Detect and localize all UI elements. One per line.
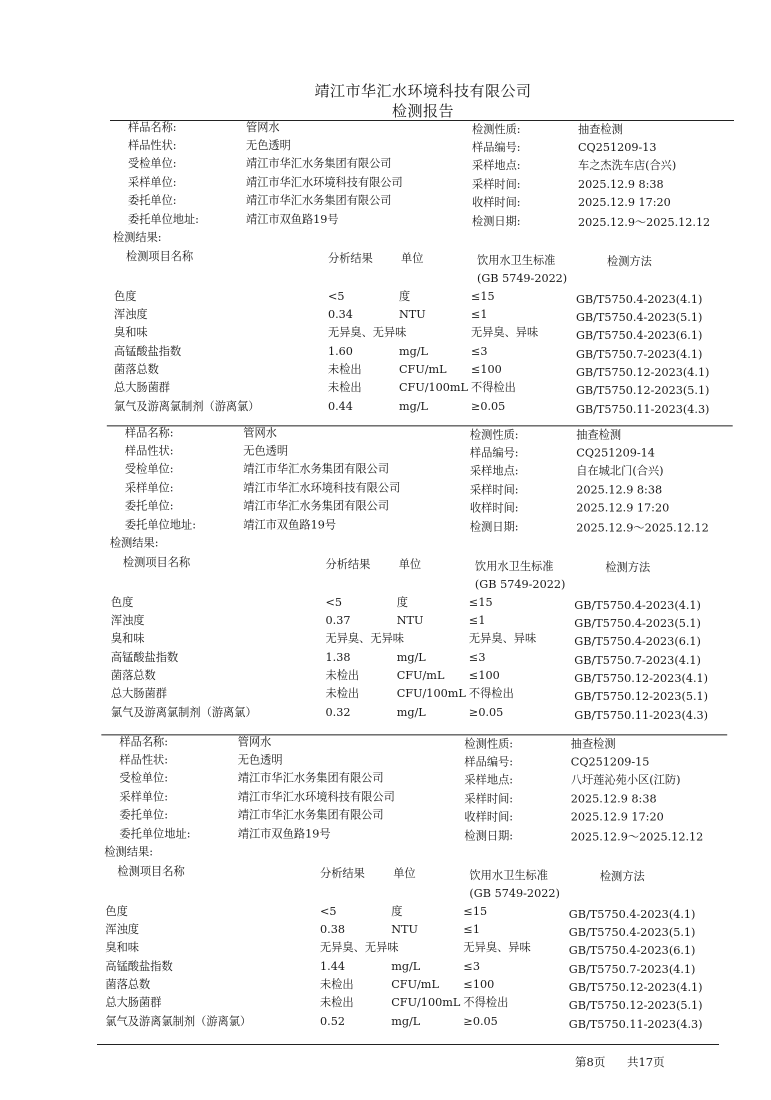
sample-section (0, 305, 770, 723)
sample-property-label: 样品性状: (124, 444, 174, 458)
item-name: 总大肠菌群 (110, 687, 167, 701)
item-name: 高锰酸盐指数 (105, 960, 173, 974)
col-standard-code: (GB 5749-2022) (477, 272, 568, 285)
standard-limit: ≤15 (471, 290, 495, 303)
item-name: 高锰酸盐指数 (110, 651, 179, 665)
sampling-unit-label: 采样单位: (119, 790, 169, 804)
test-method: GB/T5750.12-2023(4.1) (574, 672, 709, 686)
sampling-site-label: 采样地点: (472, 159, 521, 172)
standard-limit: ≥0.05 (471, 400, 506, 413)
unit: mg/L (391, 960, 421, 974)
sampling-time-label: 采样时间: (472, 178, 521, 191)
sampling-site-label: 采样地点: (469, 464, 519, 478)
analysis-result: 0.34 (328, 308, 353, 321)
results-heading: 检测结果: (113, 231, 162, 244)
standard-limit: ≤1 (463, 922, 480, 936)
section-top-rule (101, 734, 727, 735)
standard-limit: 不得检出 (463, 996, 509, 1010)
standard-limit: ≤3 (471, 345, 488, 358)
sampling-site-label: 采样地点: (464, 773, 514, 787)
sample-property-value: 无色透明 (243, 444, 289, 458)
unit: CFU/100mL (399, 381, 468, 394)
col-standard-code: (GB 5749-2022) (469, 886, 560, 900)
test-method: GB/T5750.4-2023(5.1) (574, 616, 701, 630)
standard-limit: ≤100 (471, 363, 502, 376)
analysis-result: 未检出 (325, 669, 360, 683)
client-unit-value: 靖江市华汇水务集团有限公司 (246, 194, 392, 207)
test-method: GB/T5750.4-2023(6.1) (568, 943, 696, 958)
col-standard-header: 饮用水卫生标准 (477, 254, 556, 267)
item-name: 臭和味 (110, 631, 145, 646)
analysis-result: 未检出 (328, 363, 362, 376)
test-date-label: 检测日期: (472, 215, 521, 228)
unit: mg/L (396, 706, 426, 720)
col-item-header: 检测项目名称 (126, 250, 194, 263)
analysis-result: 1.44 (319, 960, 345, 974)
sample-section (0, 0, 771, 416)
test-method: GB/T5750.4-2023(6.1) (576, 329, 703, 342)
col-method-header: 检测方法 (607, 255, 652, 268)
analysis-result: 1.60 (328, 345, 353, 358)
unit: CFU/mL (391, 978, 439, 992)
sample-no-label: 样品编号: (472, 141, 521, 154)
item-name: 氯气及游离氯制剂（游离氯） (110, 706, 257, 720)
analysis-result: 无异臭、无异味 (319, 940, 399, 955)
sampling-time-label: 采样时间: (469, 483, 519, 497)
standard-limit: 不得检出 (468, 687, 514, 701)
client-unit-label: 委托单位: (119, 808, 169, 822)
col-unit-header: 单位 (393, 866, 416, 880)
client-address-label: 委托单位地址: (124, 518, 197, 532)
col-item-header: 检测项目名称 (117, 864, 185, 878)
col-result-header: 分析结果 (328, 252, 373, 265)
analysis-result: 1.38 (325, 651, 351, 665)
analysis-result: 0.38 (319, 922, 345, 936)
item-name: 总大肠菌群 (105, 996, 162, 1010)
item-name: 色度 (114, 290, 137, 303)
test-method: GB/T5750.11-2023(4.3) (568, 1018, 703, 1032)
unit: CFU/100mL (391, 996, 461, 1010)
sampling-time-label: 采样时间: (464, 792, 514, 806)
client-unit-label: 委托单位: (124, 499, 174, 513)
test-method: GB/T5750.4-2023(5.1) (576, 311, 703, 324)
standard-limit: 不得检出 (471, 381, 516, 394)
col-method-header: 检测方法 (599, 869, 645, 883)
sample-section (0, 614, 764, 1032)
standard-limit: ≤15 (468, 595, 493, 609)
sample-property-value: 无色透明 (246, 139, 291, 152)
sampling-time-value: 2025.12.9 8:38 (578, 178, 664, 191)
sample-property-label: 样品性状: (119, 753, 169, 767)
col-standard-header: 饮用水卫生标准 (469, 868, 548, 882)
results-heading: 检测结果: (109, 536, 159, 550)
unit: 度 (399, 290, 411, 303)
sample-property-label: 样品性状: (128, 139, 177, 152)
standard-limit: ≥0.05 (463, 1015, 498, 1029)
item-name: 菌落总数 (114, 363, 159, 376)
standard-limit: ≤1 (468, 613, 486, 627)
analysis-result: <5 (325, 595, 343, 609)
test-method: GB/T5750.7-2023(4.1) (568, 963, 696, 977)
col-method-header: 检测方法 (605, 560, 651, 574)
client-unit-value: 靖江市华汇水务集团有限公司 (243, 499, 390, 513)
standard-limit: ≥0.05 (468, 706, 504, 720)
analysis-result: 未检出 (319, 978, 354, 992)
item-name: 浑浊度 (114, 308, 148, 321)
test-method: GB/T5750.11-2023(4.3) (576, 403, 710, 416)
client-unit-label: 委托单位: (128, 194, 177, 207)
inspected-unit-value: 靖江市华汇水务集团有限公司 (246, 157, 392, 170)
result-row (0, 978, 764, 996)
result-row (0, 596, 770, 614)
receive-time-value: 2025.12.9 17:20 (578, 196, 671, 209)
analysis-result: 无异臭、无异味 (325, 631, 405, 646)
sample-no-value: CQ251209-15 (570, 755, 650, 769)
item-name: 总大肠菌群 (114, 381, 170, 394)
client-address-value: 靖江市双鱼路19号 (246, 213, 339, 226)
test-nature-value: 抽查检测 (576, 428, 622, 442)
report-title: 检测报告 (391, 102, 454, 120)
sample-name-label: 样品名称: (124, 426, 174, 440)
item-name: 色度 (105, 904, 128, 918)
client-address-value: 靖江市双鱼路19号 (237, 827, 331, 841)
test-method: GB/T5750.7-2023(4.1) (574, 654, 701, 668)
result-row (0, 941, 764, 959)
test-method: GB/T5750.12-2023(5.1) (576, 384, 710, 397)
sampling-site-value: 自在城北门(合兴) (576, 464, 664, 478)
sample-name-value: 管网水 (246, 121, 280, 134)
sampling-site-value: 车之杰洗车店(合兴) (578, 159, 677, 172)
test-method: GB/T5750.7-2023(4.1) (576, 348, 703, 361)
unit: mg/L (399, 400, 428, 413)
standard-limit: ≤1 (471, 308, 488, 321)
test-nature-label: 检测性质: (464, 737, 514, 751)
item-name: 臭和味 (114, 326, 148, 339)
inspected-unit-value: 靖江市华汇水务集团有限公司 (237, 771, 384, 785)
receive-time-value: 2025.12.9 17:20 (570, 810, 664, 824)
standard-limit: 无异臭、异味 (468, 631, 537, 646)
test-nature-label: 检测性质: (469, 428, 519, 442)
col-item-header: 检测项目名称 (122, 555, 191, 569)
item-name: 浑浊度 (105, 922, 140, 936)
test-method: GB/T5750.11-2023(4.3) (574, 709, 709, 723)
inspected-unit-label: 受检单位: (119, 771, 169, 785)
sampling-unit-label: 采样单位: (128, 176, 177, 189)
page-footer (575, 1054, 683, 1070)
result-row (0, 905, 764, 923)
sampling-unit-label: 采样单位: (124, 481, 174, 495)
unit: CFU/100mL (396, 687, 466, 701)
sampling-time-value: 2025.12.9 8:38 (576, 483, 663, 497)
client-address-value: 靖江市双鱼路19号 (243, 518, 337, 532)
sampling-unit-value: 靖江市华汇水环境科技有限公司 (243, 481, 401, 495)
result-row (0, 960, 764, 978)
item-name: 菌落总数 (105, 978, 151, 992)
item-name: 氯气及游离氯制剂（游离氯） (105, 1015, 252, 1029)
sampling-site-value: 八圩莲沁苑小区(江防) (570, 773, 681, 787)
bottom-rule (97, 1044, 719, 1045)
test-method: GB/T5750.4-2023(4.1) (576, 293, 703, 306)
sample-no-value: CQ251209-13 (578, 141, 657, 154)
sample-no-label: 样品编号: (464, 755, 514, 769)
item-name: 氯气及游离氯制剂（游离氯） (114, 400, 260, 413)
analysis-result: 无异臭、无异味 (328, 326, 407, 339)
test-method: GB/T5750.12-2023(4.1) (568, 981, 703, 995)
unit: mg/L (396, 651, 426, 665)
results-heading: 检测结果: (104, 845, 154, 859)
sample-name-value: 管网水 (237, 735, 272, 749)
receive-time-label: 收样时间: (464, 810, 514, 824)
item-name: 菌落总数 (110, 669, 156, 683)
test-nature-value: 抽查检测 (578, 123, 623, 136)
test-nature-value: 抽查检测 (570, 737, 616, 751)
analysis-result: 未检出 (325, 687, 360, 701)
test-method: GB/T5750.4-2023(6.1) (574, 634, 701, 649)
test-method: GB/T5750.12-2023(4.1) (576, 366, 710, 379)
standard-limit: ≤100 (468, 669, 500, 683)
analysis-result: 0.32 (325, 706, 351, 720)
sample-no-label: 样品编号: (469, 446, 519, 460)
unit: CFU/mL (399, 363, 447, 376)
standard-limit: 无异臭、异味 (463, 940, 531, 955)
col-result-header: 分析结果 (319, 866, 365, 880)
unit: mg/L (399, 345, 428, 358)
sampling-unit-value: 靖江市华汇水环境科技有限公司 (246, 176, 403, 189)
col-unit-header: 单位 (398, 557, 422, 571)
section-top-rule (107, 425, 733, 426)
standard-limit: ≤3 (468, 651, 486, 665)
unit: mg/L (391, 1015, 421, 1029)
sampling-time-value: 2025.12.9 8:38 (570, 792, 657, 806)
col-standard-header: 饮用水卫生标准 (474, 559, 554, 573)
test-method: GB/T5750.12-2023(5.1) (574, 690, 709, 704)
test-date-value: 2025.12.9～2025.12.12 (578, 216, 711, 229)
analysis-result: <5 (328, 290, 345, 303)
receive-time-value: 2025.12.9 17:20 (576, 501, 670, 515)
inspected-unit-value: 靖江市华汇水务集团有限公司 (243, 462, 390, 476)
result-row (0, 923, 764, 941)
item-name: 臭和味 (105, 940, 140, 955)
sample-no-value: CQ251209-14 (576, 446, 655, 460)
unit: 度 (396, 595, 408, 609)
unit: CFU/mL (396, 669, 445, 683)
test-nature-label: 检测性质: (472, 123, 521, 136)
sampling-unit-value: 靖江市华汇水环境科技有限公司 (237, 790, 395, 804)
test-date-label: 检测日期: (464, 829, 514, 843)
unit: NTU (399, 308, 426, 321)
sample-name-label: 样品名称: (119, 735, 169, 749)
item-name: 色度 (110, 595, 134, 609)
test-method: GB/T5750.4-2023(4.1) (568, 907, 696, 921)
item-name: 浑浊度 (110, 613, 145, 627)
client-unit-value: 靖江市华汇水务集团有限公司 (237, 808, 384, 822)
test-method: GB/T5750.4-2023(5.1) (568, 925, 696, 939)
sample-property-value: 无色透明 (237, 753, 283, 767)
col-unit-header: 单位 (401, 252, 424, 265)
section-top-rule (110, 120, 734, 121)
inspected-unit-label: 受检单位: (128, 157, 177, 170)
inspected-unit-label: 受检单位: (124, 462, 174, 476)
test-date-value: 2025.12.9～2025.12.12 (570, 830, 704, 844)
analysis-result: 0.52 (319, 1015, 345, 1029)
client-address-label: 委托单位地址: (128, 213, 199, 226)
receive-time-label: 收样时间: (472, 196, 521, 209)
page-number: 第8页 (575, 1055, 606, 1069)
standard-limit: 无异臭、异味 (471, 326, 539, 339)
total-pages: 共17页 (626, 1055, 665, 1069)
unit: NTU (396, 613, 424, 627)
unit: NTU (391, 922, 418, 936)
analysis-result: 0.37 (325, 613, 351, 627)
test-date-value: 2025.12.9～2025.12.12 (576, 521, 709, 535)
analysis-result: <5 (319, 904, 337, 918)
company-title: 靖江市华汇水环境科技有限公司 (314, 82, 532, 100)
sample-name-label: 样品名称: (128, 121, 177, 134)
analysis-result: 0.44 (328, 400, 353, 413)
standard-limit: ≤3 (463, 960, 480, 974)
receive-time-label: 收样时间: (469, 501, 519, 515)
result-row (0, 996, 764, 1014)
sample-name-value: 管网水 (243, 426, 277, 440)
standard-limit: ≤100 (463, 978, 495, 992)
test-method: GB/T5750.12-2023(5.1) (568, 999, 703, 1013)
col-result-header: 分析结果 (325, 557, 371, 571)
col-standard-code: (GB 5749-2022) (474, 577, 566, 591)
test-method: GB/T5750.4-2023(4.1) (574, 598, 701, 612)
client-address-label: 委托单位地址: (119, 827, 191, 841)
result-row (0, 1015, 764, 1033)
item-name: 高锰酸盐指数 (114, 345, 182, 358)
analysis-result: 未检出 (319, 996, 354, 1010)
analysis-result: 未检出 (328, 381, 362, 394)
test-date-label: 检测日期: (469, 520, 519, 534)
unit: 度 (391, 904, 403, 918)
standard-limit: ≤15 (463, 904, 488, 918)
